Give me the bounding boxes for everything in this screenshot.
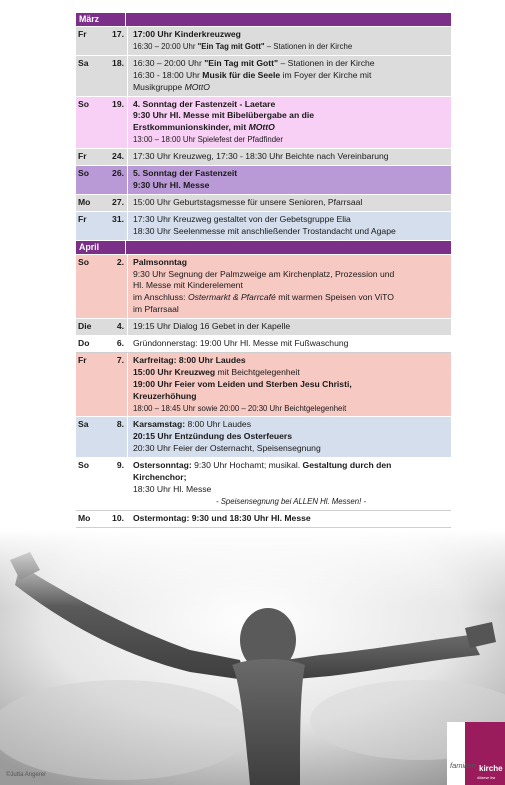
- date: 6.: [116, 338, 124, 349]
- weekday: Mo: [78, 196, 91, 207]
- month-header-march: [76, 13, 451, 27]
- event-text: 5. Sonntag der Fastenzeit 9:30 Uhr Hl. Messe: [127, 166, 451, 194]
- event-text: Palmsonntag 9:30 Uhr Segnung der Palmzweige am Kirchenplatz, Prozession und Hl. Messe mit Kinderelement im Anschluss: Ostermarkt & Pfarrcafé mit warmen Speisen von ViTO im Pfarrsaal: [127, 255, 451, 319]
- event-row: [76, 353, 451, 418]
- date: 4.: [116, 321, 124, 332]
- event-text: Ostersonntag: 9:30 Uhr Hochamt; musikal. Gestaltung durch den Kirchenchor; 18:30 Uhr Hl. Messe - Speisensegnung bei ALLEN Hl. Messen! -: [127, 458, 451, 510]
- date: 27.: [112, 196, 124, 207]
- event-text: Ostermontag: 9:30 und 18:30 Uhr Hl. Messe: [127, 511, 451, 527]
- event-row: [76, 27, 451, 56]
- event-text: Karfreitag: 8:00 Uhr Laudes 15:00 Uhr Kreuzweg mit Beichtgelegenheit 19:00 Uhr Feier vom Leiden und Sterben Jesu Christi, Kreuzerhöhung 18:00 – 18:45 Uhr sowie 20:00 – 20:30 Uhr Beichtgelegenheit: [127, 353, 451, 417]
- weekday: So: [78, 460, 89, 471]
- event-text: 4. Sonntag der Fastenzeit - Laetare 9:30 Uhr Hl. Messe mit Bibelübergabe an die Erstkommunionskinder, mit MOttO 13:00 – 18:00 Uhr Spielefest der Pfadfinder: [127, 97, 451, 149]
- month-label: April: [79, 241, 100, 252]
- weekday: Die: [78, 321, 92, 332]
- weekday: So: [78, 168, 89, 179]
- weekday: So: [78, 98, 89, 109]
- event-row: [76, 458, 451, 511]
- date: 7.: [116, 354, 124, 365]
- event-row: [76, 255, 451, 320]
- event-row: [76, 319, 451, 336]
- event-row: [76, 511, 451, 528]
- weekday: Sa: [78, 419, 89, 430]
- weekday: Sa: [78, 57, 89, 68]
- date: 26.: [112, 168, 124, 179]
- month-label: März: [79, 14, 100, 24]
- event-row: [76, 97, 451, 150]
- event-text: 15:00 Uhr Geburtstagsmesse für unsere Senioren, Pfarrsaal: [127, 195, 451, 211]
- event-row: [76, 166, 451, 195]
- date: 18.: [112, 57, 124, 68]
- date: 24.: [112, 151, 124, 162]
- event-line: 17:00 Uhr Kinderkreuzweg: [133, 29, 241, 39]
- weekday: Fr: [78, 213, 87, 224]
- event-row: [76, 195, 451, 212]
- event-text: Gründonnerstag: 19:00 Uhr Hl. Messe mit Fußwaschung: [127, 336, 451, 352]
- weekday: Fr: [78, 354, 87, 365]
- event-text: Karsamstag: 8:00 Uhr Laudes 20:15 Uhr Entzündung des Osterfeuers 20:30 Uhr Feier der Osternacht, Speisensegnung: [127, 417, 451, 457]
- weekday: Fr: [78, 29, 87, 39]
- date: 2.: [116, 256, 124, 267]
- date: 19.: [112, 98, 124, 109]
- event-row: [76, 149, 451, 166]
- event-row: [76, 417, 451, 458]
- event-text: 17:30 Uhr Kreuzweg gestaltet von der Gebetsgruppe Elia 18:30 Uhr Seelenmesse mit anschließender Trostandacht und Agape: [127, 212, 451, 240]
- weekday: Do: [78, 338, 90, 349]
- month-header-april: [76, 241, 451, 255]
- calendar-table: [76, 13, 451, 545]
- date: 10.: [112, 512, 124, 523]
- photo-credit: ©Jutta Angerer: [6, 772, 47, 778]
- date: 17.: [112, 29, 124, 39]
- event-row: [76, 212, 451, 241]
- event-row: [76, 56, 451, 97]
- event-text: 17:00 Uhr Kinderkreuzweg 16:30 – 20:00 Uhr "Ein Tag mit Gott" – Stationen in der Kirche: [127, 27, 451, 55]
- crucifix-photo: [0, 530, 505, 785]
- weekday: Fr: [78, 151, 87, 162]
- date: 31.: [112, 213, 124, 224]
- weekday: So: [78, 256, 89, 267]
- event-text: 19:15 Uhr Dialog 16 Gebet in der Kapelle: [127, 319, 451, 335]
- weekday: Mo: [78, 512, 91, 523]
- event-row: [76, 336, 451, 353]
- date: 9.: [116, 460, 124, 471]
- familienkirche-logo: familien kirche diözese linz: [447, 722, 505, 785]
- date: 8.: [116, 419, 124, 430]
- event-text: 16:30 – 20:00 Uhr "Ein Tag mit Gott" – Stationen in der Kirche 16:30 - 18:00 Uhr Musik für die Seele im Foyer der Kirche mit Musikgruppe MOttO: [127, 56, 451, 96]
- event-text: 17:30 Uhr Kreuzweg, 17:30 - 18:30 Uhr Beichte nach Vereinbarung: [127, 149, 451, 165]
